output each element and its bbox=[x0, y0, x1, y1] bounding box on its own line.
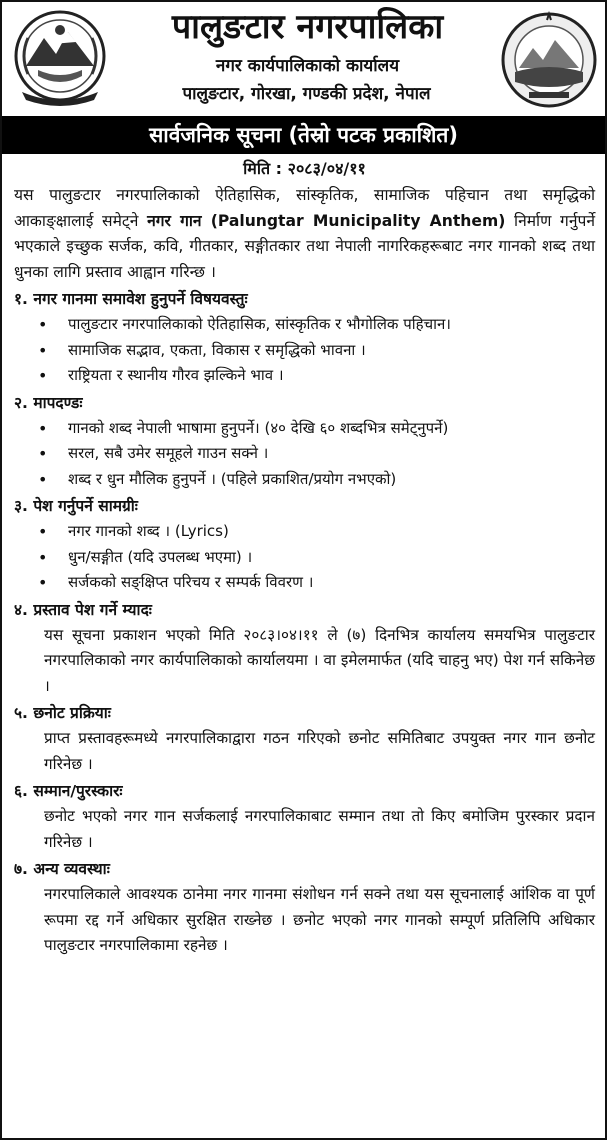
notice-date: मिति : २०८३/०४/११ bbox=[243, 159, 366, 178]
municipality-name: पालुङटार नगरपालिका bbox=[171, 7, 444, 47]
office-address: पालुङटार, गोरखा, गण्डकी प्रदेश, नेपाल bbox=[182, 84, 431, 104]
municipality-logo-icon bbox=[499, 10, 599, 110]
list-item: • शब्द र धुन मौलिक हुनुपर्ने । (पहिले प्रकाशित/प्रयोग नभएको) bbox=[68, 467, 595, 493]
section-paragraph: यस सूचना प्रकाशन भएको मिति २०८३।०४।११ ले (७) दिनभित्र कार्यालय समयभित्र पालुङटार नगरपालिकाको नगर कार्यपालिकाको कार्यालयमा । वा इमेलमार्फत (यदि चाहनु भए) पेश गर्न सकिनेछ । bbox=[44, 625, 595, 695]
section-list bbox=[14, 519, 595, 596]
list-item: • नगर गानको शब्द । (Lyrics) bbox=[68, 519, 595, 545]
intro-paragraph bbox=[14, 183, 595, 285]
section-title: ७. अन्य व्यवस्थाः bbox=[14, 860, 110, 879]
section-title: ५. छनोट प्रक्रियाः bbox=[14, 704, 111, 723]
intro-text-1: यस पालुङटार नगरपालिकाको ऐतिहासिक, सांस्कृतिक, सामाजिक पहिचान तथा समृद्धिको आकाङ्क्षालाई समेट्ने bbox=[14, 186, 595, 230]
section-paragraph: नगरपालिकाले आवश्यक ठानेमा नगर गानमा संशोधन गर्न सक्ने तथा यस सूचनालाई आंशिक वा पूर्ण रूपमा रद्द गर्ने अधिकार सुरक्षित राख्नेछ । छनोट भएको नगर गानको सम्पूर्ण प्रतिलिपि अधिकार पालुङटार नगरपालिकामा रहनेछ । bbox=[44, 885, 595, 955]
nepal-emblem-icon bbox=[8, 8, 112, 108]
section-title: ६. सम्मान/पुरस्कारः bbox=[14, 782, 123, 801]
section-list bbox=[14, 312, 595, 389]
list-item: • गानको शब्द नेपाली भाषामा हुनुपर्ने। (४० देखि ६० शब्दभित्र समेट्नुपर्ने) bbox=[68, 416, 595, 442]
section-title: २. मापदण्डः bbox=[14, 393, 83, 412]
section-title: ३. पेश गर्नुपर्ने सामग्रीः bbox=[14, 497, 138, 516]
list-item: • धुन/सङ्गीत (यदि उपलब्ध भएमा) । bbox=[68, 545, 595, 571]
notice-body bbox=[2, 154, 605, 959]
section-paragraph: प्राप्त प्रस्तावहरूमध्ये नगरपालिकाद्वारा गठन गरिएको छनोट समितिबाट उपयुक्त नगर गान छनोट गरिनेछ । bbox=[44, 729, 595, 773]
notice-banner: सार्वजनिक सूचना (तेस्रो पटक प्रकाशित) bbox=[2, 116, 605, 154]
section-paragraph: छनोट भएको नगर गान सर्जकलाई नगरपालिकाबाट सम्मान तथा तो किए बमोजिम पुरस्कार प्रदान गरिनेछ । bbox=[44, 807, 595, 851]
intro-text-2: निर्माण गर्नुपर्ने भएकाले इच्छुक सर्जक, कवि, गीतकार, सङ्गीतकार तथा नेपाली नागरिकहरूबाट नगर गानको शब्द तथा धुनका लागि प्रस्ताव आह्वान गरिन्छ । bbox=[14, 211, 595, 281]
list-item: • राष्ट्रियता र स्थानीय गौरव झल्किने भाव । bbox=[68, 363, 595, 389]
section-title: ४. प्रस्ताव पेश गर्ने म्यादः bbox=[14, 600, 152, 619]
intro-anthem-name: नगर गान (Palungtar Municipality Anthem) bbox=[147, 211, 506, 230]
section-title: १. नगर गानमा समावेश हुनुपर्ने विषयवस्तुः bbox=[14, 290, 248, 309]
letterhead bbox=[2, 2, 605, 116]
list-item: • सर्जकको सङ्क्षिप्त परिचय र सम्पर्क विवरण । bbox=[68, 570, 595, 596]
section-list bbox=[14, 416, 595, 493]
list-item: • सरल, सबै उमेर समूहले गाउन सक्ने । bbox=[68, 441, 595, 467]
list-item: • सामाजिक सद्भाव, एकता, विकास र समृद्धिको भावना । bbox=[68, 338, 595, 364]
office-name: नगर कार्यपालिकाको कार्यालय bbox=[215, 56, 400, 76]
list-item: • पालुङटार नगरपालिकाको ऐतिहासिक, सांस्कृतिक र भौगोलिक पहिचान। bbox=[68, 312, 595, 338]
